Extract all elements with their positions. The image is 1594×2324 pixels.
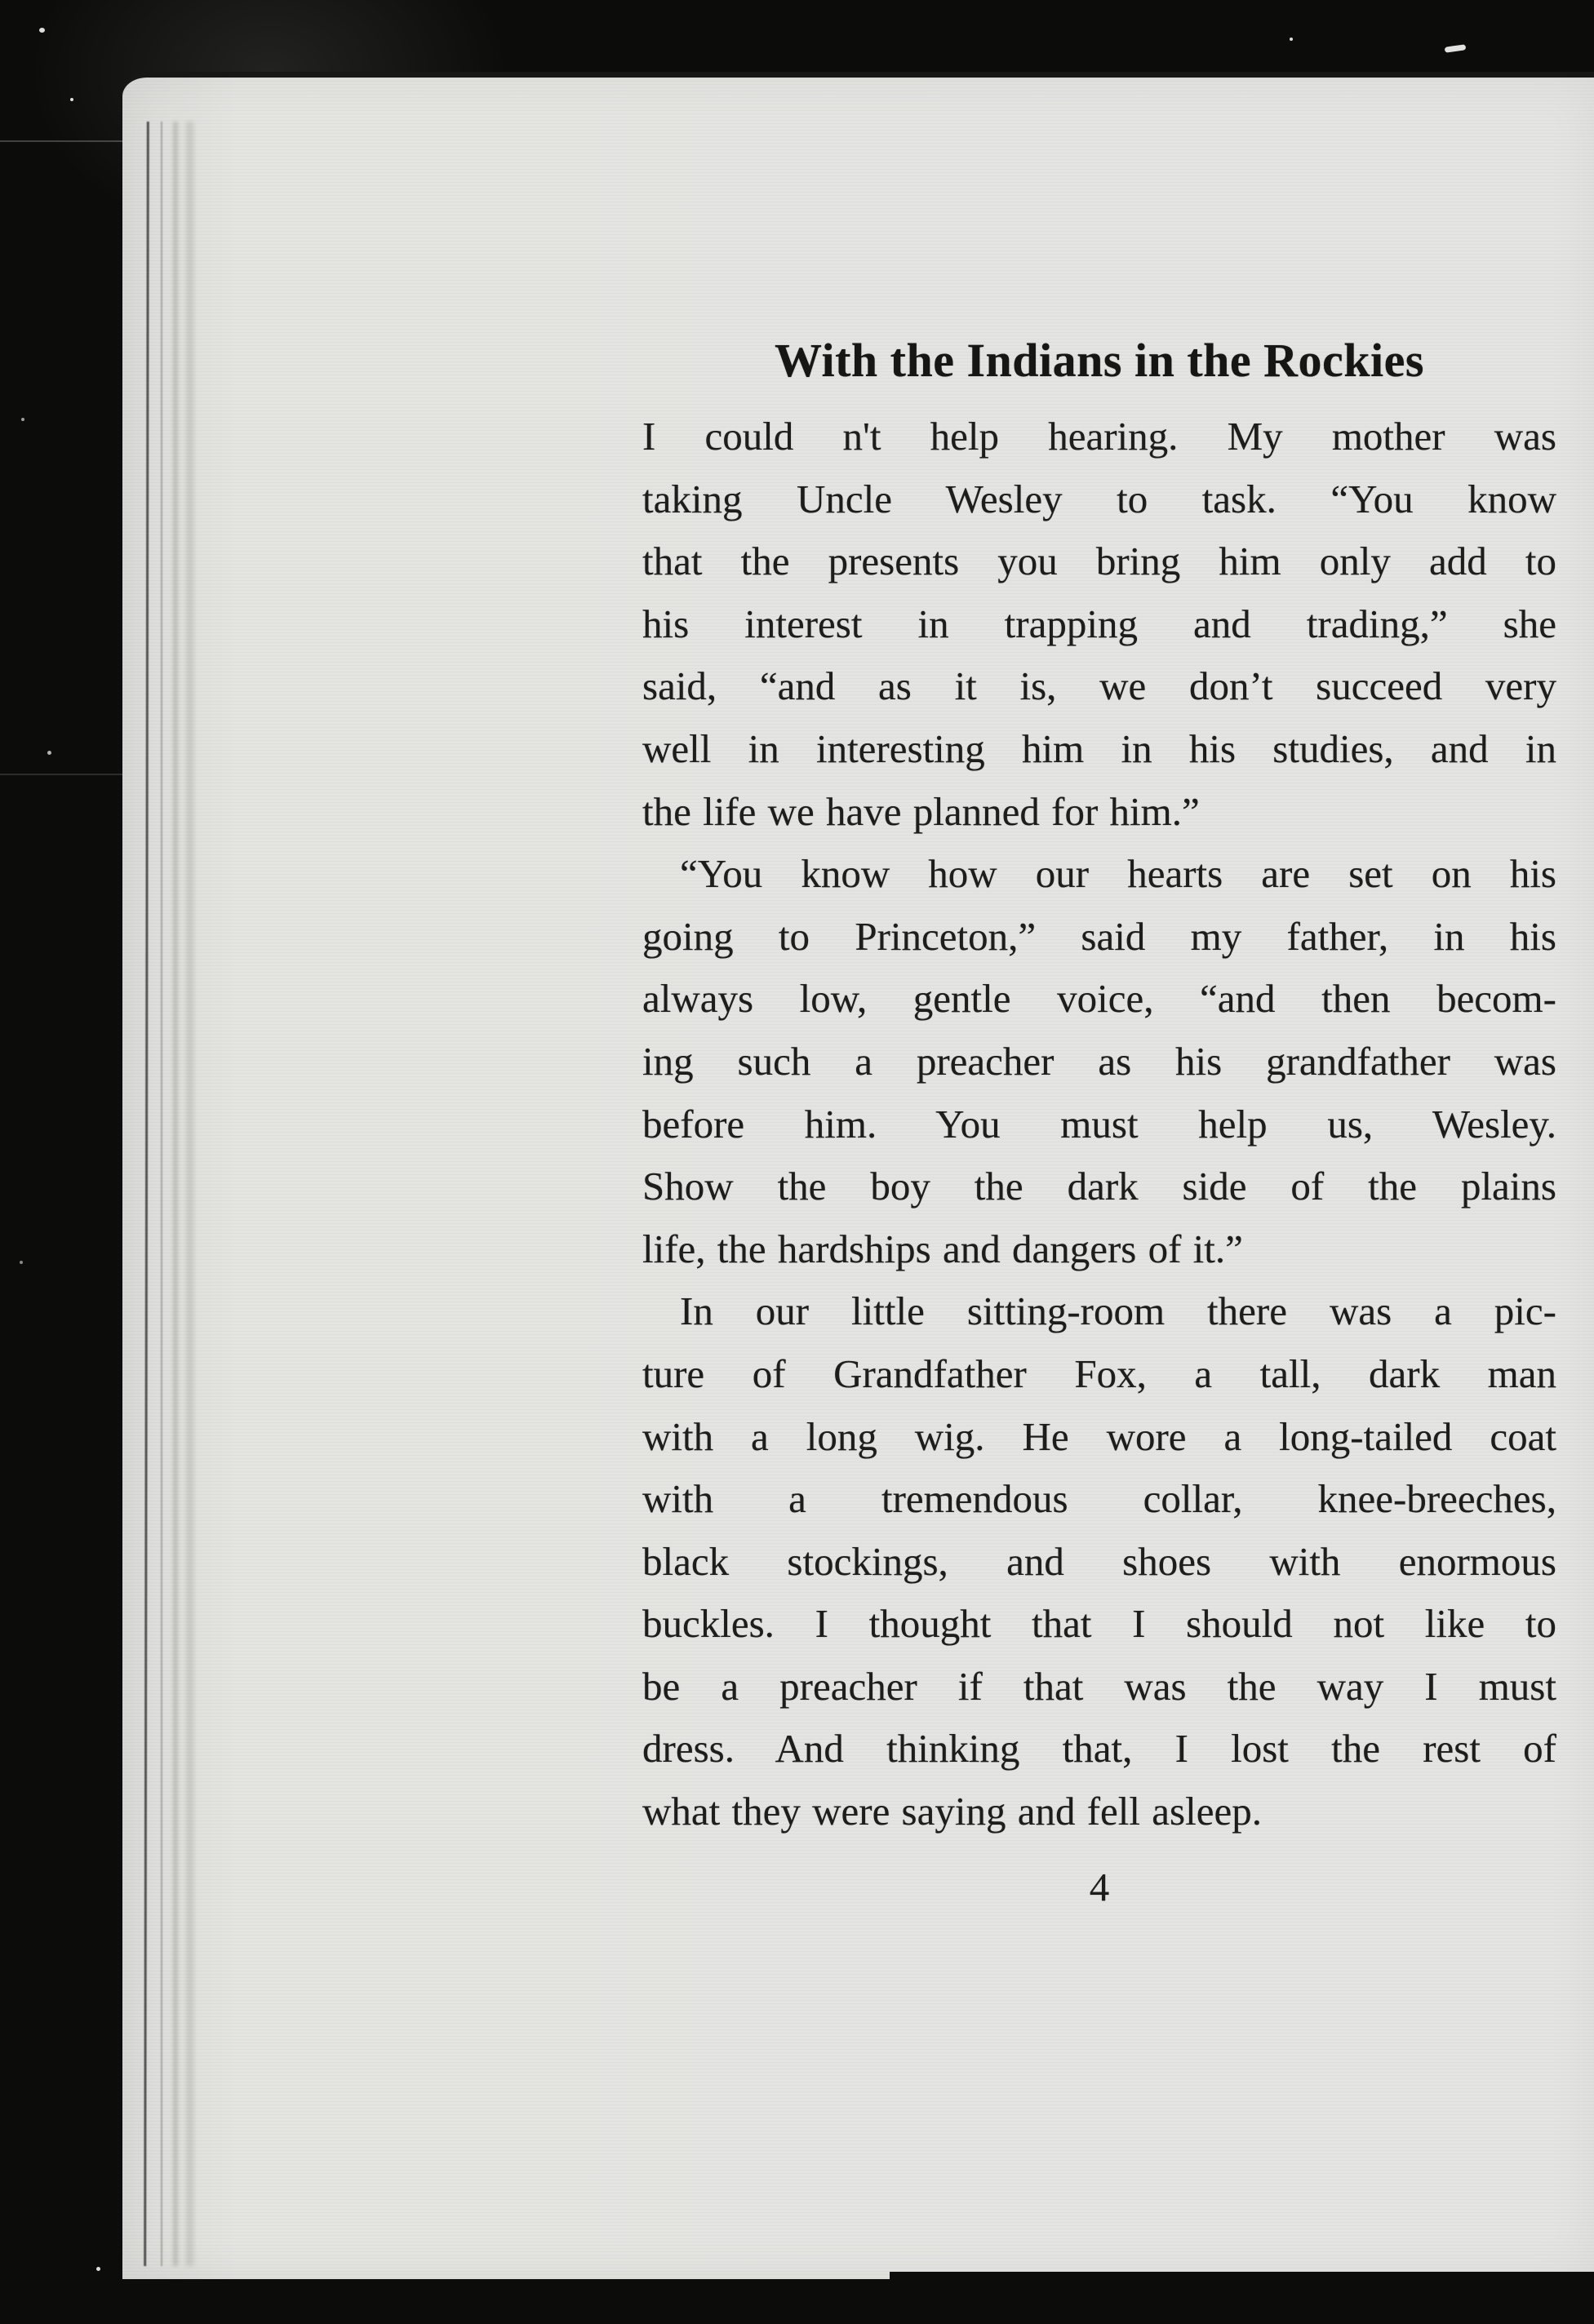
page-edge-line (186, 122, 193, 2266)
dust-speck (47, 751, 51, 755)
page-number: 4 (1089, 1864, 1110, 1909)
text-line: ture of Grandfather Fox, a tall, dark man (642, 1350, 1556, 1396)
text-line: said, “and as it is, we don’t succeed very (642, 663, 1556, 709)
text-block (642, 334, 1556, 1918)
paragraph-2 (642, 843, 1556, 1280)
book-page (122, 72, 1594, 2279)
page-bottom-edge (890, 2272, 1594, 2279)
page-edge-line (173, 122, 178, 2266)
text-line: be a preacher if that was the way I must (642, 1663, 1556, 1709)
paragraph-3 (642, 1280, 1556, 1843)
text-line: black stockings, and shoes with enormous (642, 1538, 1556, 1584)
running-title: With the Indians in the Rockies (775, 334, 1424, 387)
text-line: life, the hardships and dangers of it.” (642, 1226, 1243, 1271)
text-line: with a long wig. He wore a long-tailed coat (642, 1413, 1556, 1459)
text-line: taking Uncle Wesley to task. “You know (642, 476, 1556, 521)
dust-speck (96, 2267, 100, 2271)
scratch-line (0, 140, 137, 142)
paragraph-1 (642, 406, 1556, 843)
text-line: before him. You must help us, Wesley. (642, 1101, 1556, 1146)
scratch-line (0, 774, 122, 775)
text-line: buckles. I thought that I should not like to (642, 1601, 1556, 1647)
text-line: what they were saying and fell asleep. (642, 1789, 1262, 1834)
text-line: his interest in trapping and trading,” she (642, 601, 1556, 646)
dust-fiber (1445, 44, 1467, 53)
text-line: well in interesting him in his studies, and in (642, 725, 1556, 771)
page-edge-line (144, 122, 149, 2266)
text-line: Show the boy the dark side of the plains (642, 1164, 1556, 1209)
text-line: In our little sitting-room there was a pic- (680, 1288, 1556, 1334)
text-line: dress. And thinking that, I lost the rest of (642, 1726, 1556, 1772)
page-edge-line (161, 122, 162, 2266)
text-line: “You know how our hearts are set on his (680, 851, 1556, 897)
dust-speck (1290, 38, 1293, 41)
text-line: I could n't help hearing. My mother was (642, 414, 1556, 459)
text-line: with a tremendous collar, knee-breeches, (642, 1476, 1556, 1522)
dust-speck (70, 98, 73, 101)
text-line: always low, gentle voice, “and then becom- (642, 976, 1556, 1022)
dust-speck (21, 418, 24, 421)
dust-speck (39, 28, 45, 33)
text-line: going to Princeton,” said my father, in his (642, 913, 1556, 959)
text-line: ing such a preacher as his grandfather was (642, 1038, 1556, 1084)
text-line: that the presents you bring him only add to (642, 539, 1556, 584)
text-line: the life we have planned for him.” (642, 788, 1200, 834)
dust-speck (20, 1261, 23, 1264)
